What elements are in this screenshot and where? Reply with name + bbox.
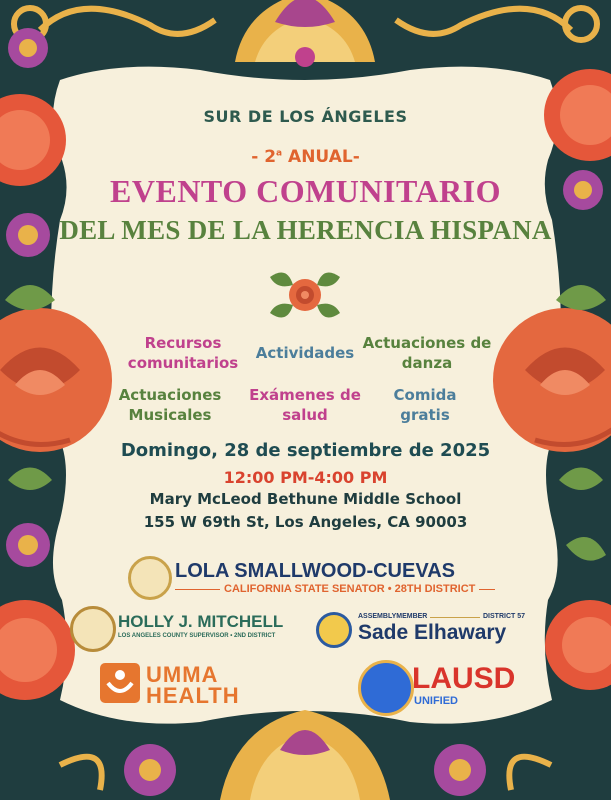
feature-actividades [240, 343, 370, 363]
feature-examenes [240, 385, 370, 425]
annual-prefix: - 2 [251, 147, 277, 167]
event-venue: Mary McLeod Bethune Middle School [149, 490, 462, 508]
assembly-seal-icon [316, 612, 352, 648]
event-time: 12:00 PM-4:00 PM [223, 468, 388, 487]
person-icon [100, 663, 140, 703]
supervisor-title: LOS ANGELES COUNTY SUPERVISOR • 2ND DISTRICT [118, 633, 276, 639]
supervisor-name: HOLLY J. MITCHELL [118, 612, 284, 631]
feature-line: Comida [393, 386, 457, 404]
senator-name: LOLA SMALLWOOD-CUEVAS [175, 560, 455, 582]
annual-suffix: ANUAL- [282, 147, 360, 167]
senate-seal-icon [128, 556, 172, 600]
feature-recursos [118, 333, 248, 373]
region-subtitle: SUR DE LOS ÁNGELES [203, 107, 408, 126]
feature-line: danza [401, 354, 453, 372]
feature-line: comunitarios [127, 354, 239, 372]
feature-line: Recursos [144, 334, 222, 352]
senator-title: CALIFORNIA STATE SENATOR • 28TH DISTRICT [220, 583, 479, 595]
feature-danza [352, 333, 502, 373]
feature-line: Actuaciones [118, 386, 222, 404]
divider [430, 617, 480, 618]
feature-musicales [110, 385, 230, 425]
top-fan-flower [235, 0, 375, 67]
feature-line: Actividades [255, 344, 355, 362]
lausd-seal-icon [358, 660, 414, 716]
annual-superscript: a [276, 148, 283, 159]
bottom-fan-flower [220, 710, 390, 800]
event-date: Domingo, 28 de septiembre de 2025 [120, 440, 491, 461]
feature-line: Actuaciones de [362, 334, 492, 352]
event-title-line2: DEL MES DE LA HERENCIA HISPANA [59, 215, 552, 245]
umma-logo-icon [100, 663, 140, 703]
bottom-left-purple-flower [124, 744, 176, 796]
feature-line: gratis [400, 406, 450, 424]
feature-comida [370, 385, 480, 425]
event-address: 155 W 69th St, Los Angeles, CA 90003 [143, 513, 468, 531]
event-title: EVENTO COMUNITARIO [110, 173, 501, 209]
feature-line: Exámenes de [249, 386, 361, 404]
umma-name: UMMA [146, 662, 219, 687]
assembly-district: DISTRICT 57 [483, 613, 526, 620]
lausd-sub: UNIFIED [414, 695, 458, 707]
feature-line: salud [282, 406, 328, 424]
feature-line: Musicales [128, 406, 212, 424]
county-seal-icon [70, 606, 116, 652]
purple-flower-top-left [8, 28, 48, 68]
lausd-name: LAUSD [412, 662, 516, 695]
bottom-right-purple-flower [434, 744, 486, 796]
orange-carnation-bottom-right [545, 600, 611, 690]
annual-label [0, 147, 611, 167]
assembly-label: ASSEMBLYMEMBER [358, 613, 428, 620]
umma-sub: HEALTH [146, 683, 240, 708]
assembly-name: Sade Elhawary [358, 621, 507, 644]
